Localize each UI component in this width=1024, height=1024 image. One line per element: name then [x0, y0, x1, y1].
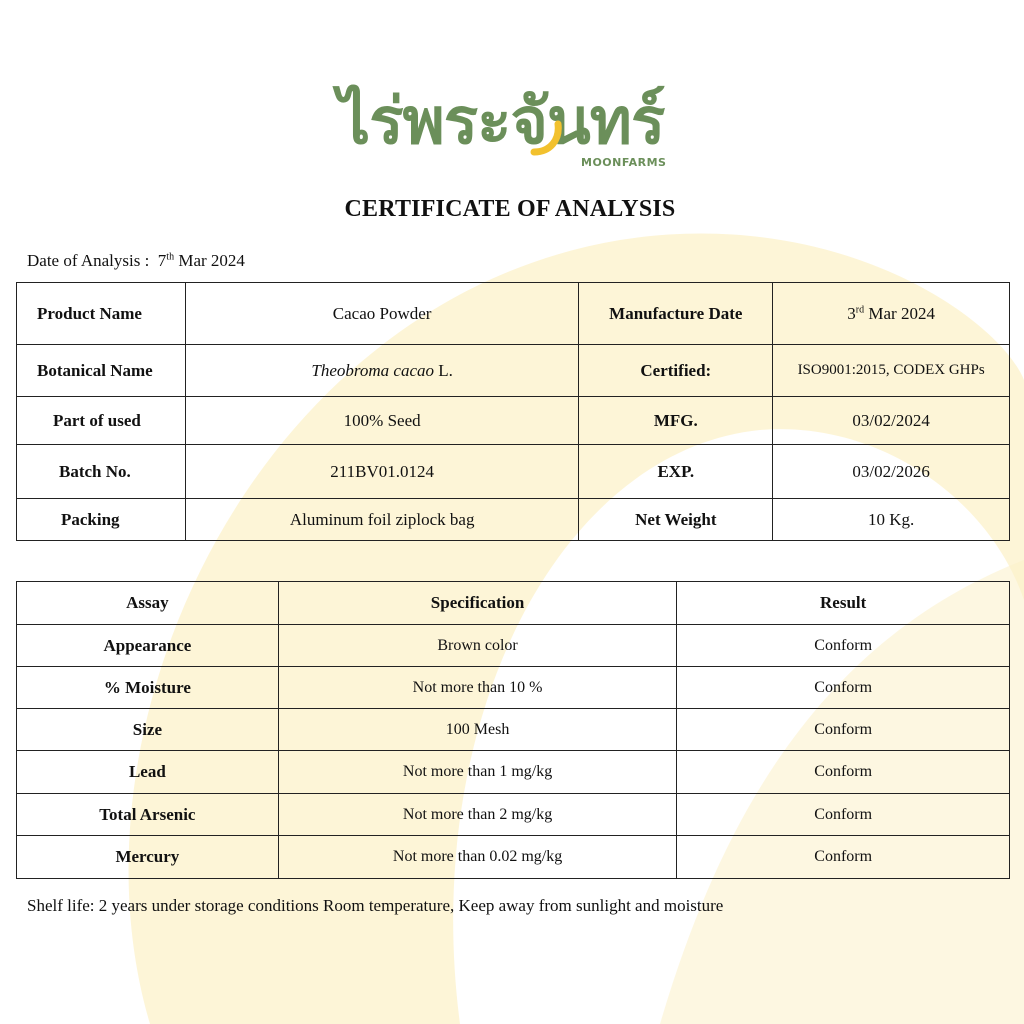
batch-value: 211BV01.0124 [185, 445, 579, 499]
brand-english-name: MOONFARMS [581, 156, 667, 169]
mfg-label: MFG. [579, 397, 773, 445]
assay-name: Appearance [17, 625, 279, 667]
table-row [17, 667, 1010, 709]
assay-spec: Not more than 2 mg/kg [278, 794, 677, 836]
assay-spec: Not more than 1 mg/kg [278, 751, 677, 794]
table-row [17, 625, 1010, 667]
manufacture-rest: Mar 2024 [868, 303, 935, 323]
mfg-value: 03/02/2024 [773, 397, 1010, 445]
specification-header: Specification [278, 582, 677, 625]
assay-result: Conform [677, 667, 1010, 709]
botanical-name-author: L. [438, 360, 453, 380]
packing-label: Packing [17, 499, 186, 541]
table-row [17, 709, 1010, 751]
shelf-life-note: Shelf life: 2 years under storage conditions Room temperature, Keep away from sunlight and moisture [27, 896, 724, 915]
part-used-value: 100% Seed [185, 397, 579, 445]
botanical-name-species: Theobroma cacao [311, 360, 434, 380]
part-used-label: Part of used [17, 397, 186, 445]
assay-result: Conform [677, 794, 1010, 836]
table-row [17, 794, 1010, 836]
botanical-name-label: Botanical Name [17, 345, 186, 397]
product-name-value: Cacao Powder [185, 283, 579, 345]
batch-label: Batch No. [17, 445, 186, 499]
product-name-label: Product Name [17, 283, 186, 345]
manufacture-date-label: Manufacture Date [579, 283, 773, 345]
assay-result: Conform [677, 625, 1010, 667]
assay-name: Total Arsenic [17, 794, 279, 836]
net-weight-value: 10 Kg. [773, 499, 1010, 541]
exp-label: EXP. [579, 445, 773, 499]
assay-result: Conform [677, 751, 1010, 794]
assay-result: Conform [677, 836, 1010, 879]
manufacture-day: 3 [847, 303, 856, 323]
analysis-date-day: 7 [157, 251, 167, 270]
analysis-date-suffix: th [166, 251, 175, 263]
exp-value: 03/02/2026 [773, 445, 1010, 499]
analysis-date [27, 251, 245, 271]
table-row [17, 836, 1010, 879]
brand-thai-name: ไร่พระจันทร์ [338, 85, 665, 159]
assay-table [16, 581, 1010, 879]
manufacture-date-value [773, 283, 1010, 345]
analysis-date-rest: Mar 2024 [178, 251, 245, 270]
assay-result: Conform [677, 709, 1010, 751]
botanical-name-value [185, 345, 579, 397]
analysis-date-label: Date of Analysis : [27, 251, 150, 270]
assay-name: Lead [17, 751, 279, 794]
table-row [17, 751, 1010, 794]
manufacture-suffix: rd [855, 303, 865, 315]
result-header: Result [677, 582, 1010, 625]
assay-header: Assay [17, 582, 279, 625]
assay-spec: Not more than 10 % [278, 667, 677, 709]
assay-spec: 100 Mesh [278, 709, 677, 751]
assay-name: Mercury [17, 836, 279, 879]
assay-name: % Moisture [17, 667, 279, 709]
certified-label: Certified: [579, 345, 773, 397]
assay-spec: Not more than 0.02 mg/kg [278, 836, 677, 879]
packing-value: Aluminum foil ziplock bag [185, 499, 579, 541]
certified-value: ISO9001:2015, CODEX GHPs [773, 345, 1010, 397]
document-title: CERTIFICATE OF ANALYSIS [344, 196, 676, 222]
product-info-table [16, 282, 1010, 541]
net-weight-label: Net Weight [579, 499, 773, 541]
assay-spec: Brown color [278, 625, 677, 667]
moon-logo-icon [528, 100, 568, 160]
assay-name: Size [17, 709, 279, 751]
brand-logo [338, 82, 688, 174]
